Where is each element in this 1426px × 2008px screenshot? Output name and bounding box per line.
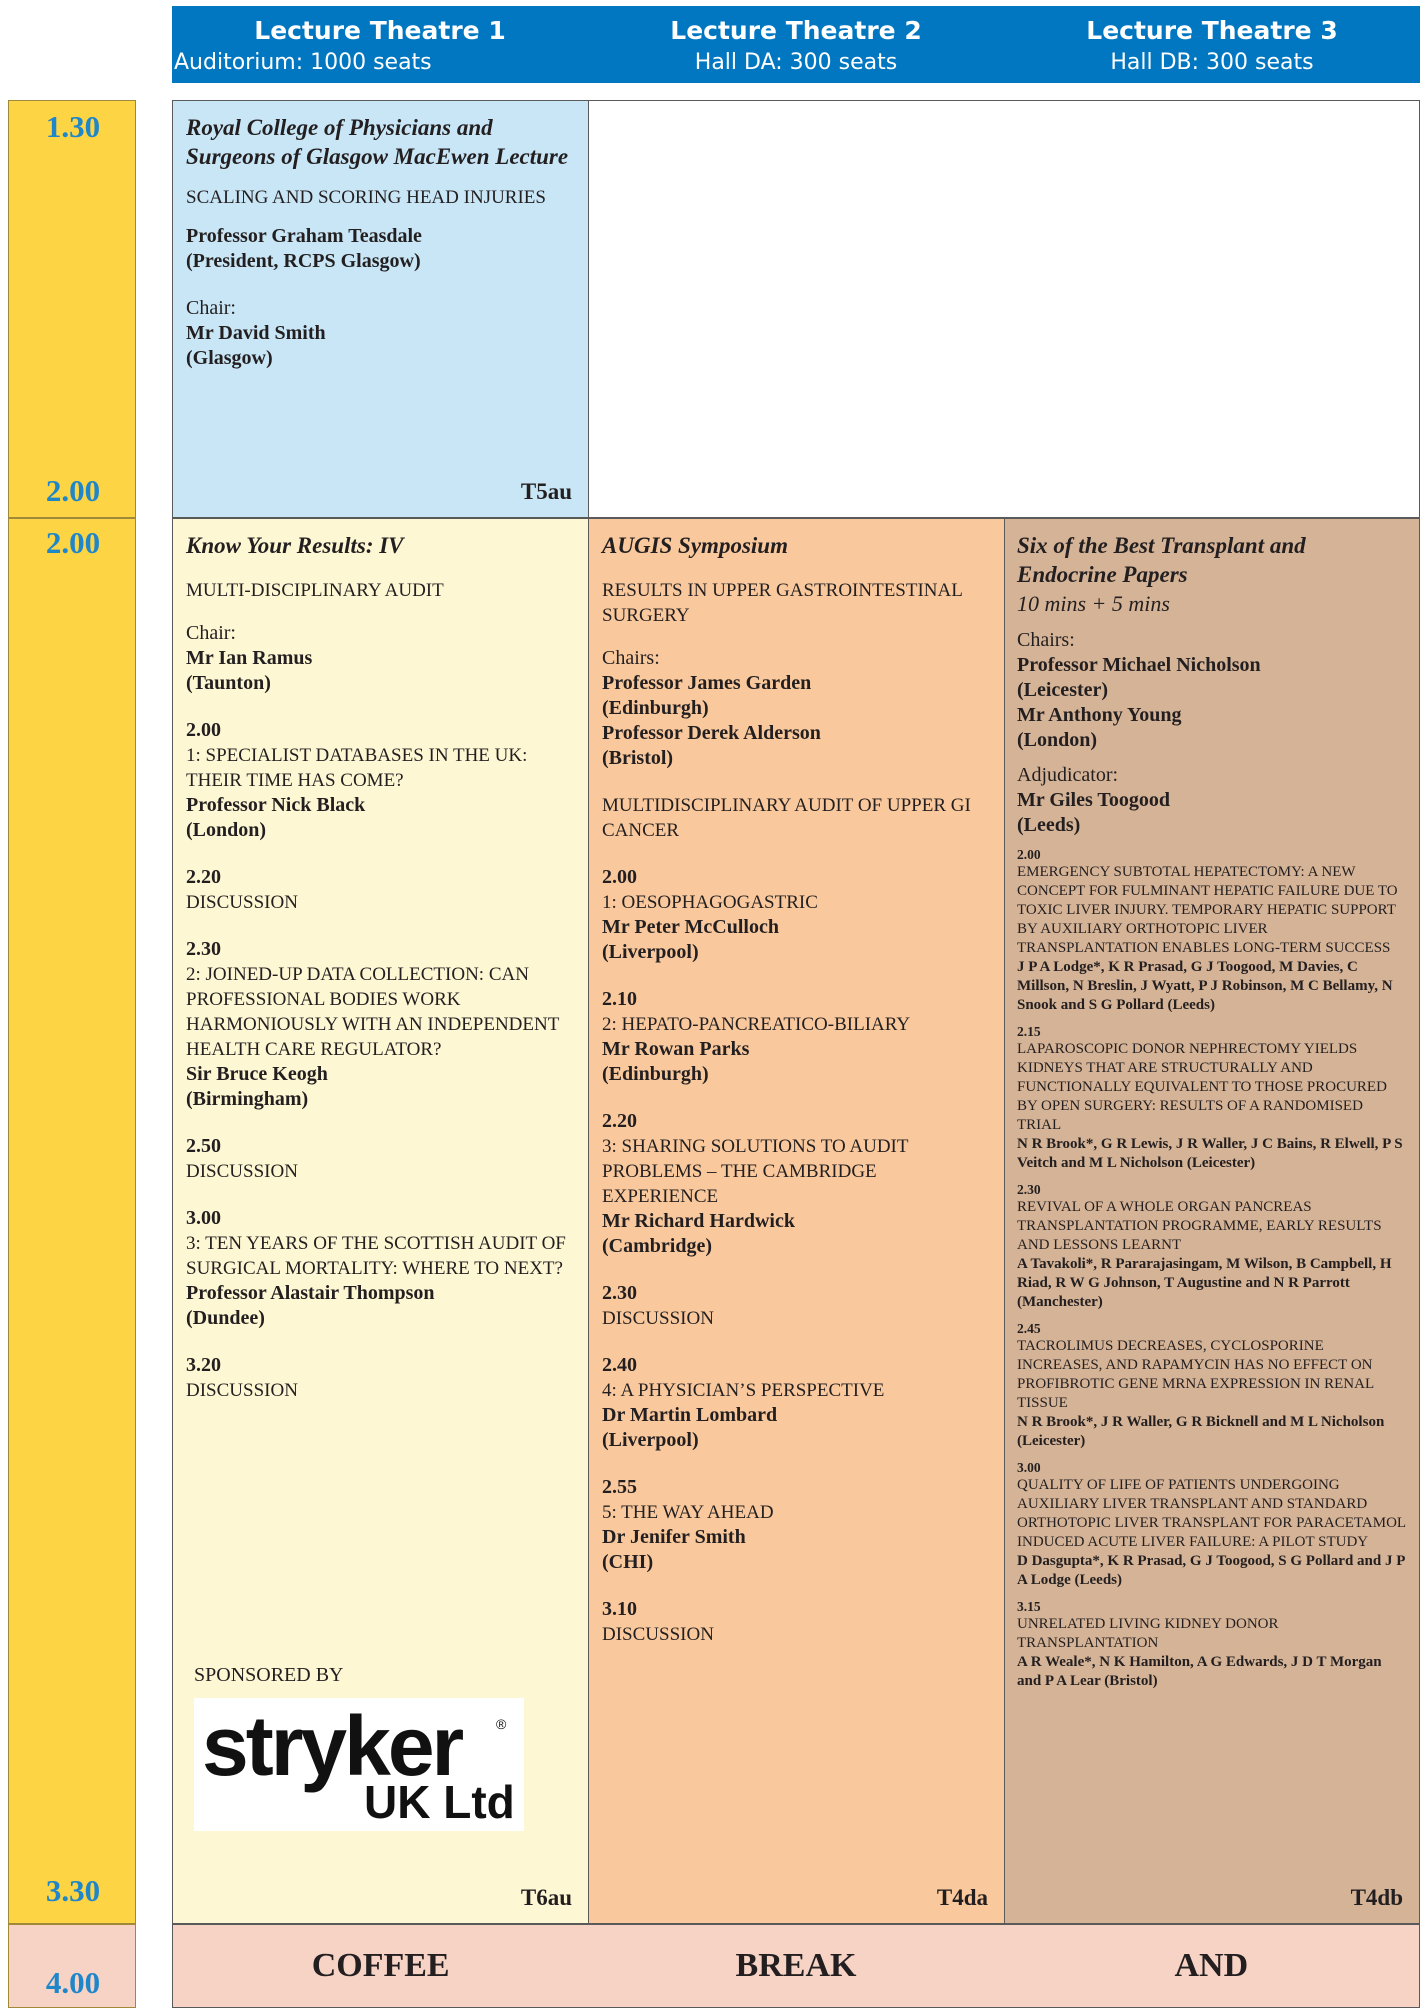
paper-title: TACROLIMUS DECREASES, CYCLOSPORINE INCREASES, AND RAPAMYCIN HAS NO EFFECT ON PROFIBROTIC GENE MRNA EXPRESSION IN RENAL TISSUE	[1017, 1338, 1374, 1411]
time-label: 2.00	[45, 525, 101, 560]
item-title: 4: A PHYSICIAN’S PERSPECTIVE	[602, 1380, 885, 1401]
chair-affiliation: (Bristol)	[602, 747, 674, 769]
session-title: Six of the Best Transplant and Endocrine Papers	[1017, 533, 1306, 587]
time-label: 4.00	[45, 1965, 101, 2000]
paper-authors: A R Weale*, N K Hamilton, A G Edwards, J D T Morgan and P A Lear (Bristol)	[1017, 1654, 1382, 1689]
header-lt3-subtitle: Hall DB: 300 seats	[1110, 50, 1314, 75]
chairs-label: Chairs:	[1017, 629, 1075, 651]
programme-item	[602, 1597, 991, 1647]
speaker-affiliation: (President, RCPS Glasgow)	[186, 250, 421, 272]
session-augis-symposium	[588, 518, 1005, 1924]
item-time: 2.40	[602, 1354, 637, 1376]
chairs-label: Chairs:	[602, 647, 660, 669]
sponsor-label: SPONSORED BY	[194, 1664, 344, 1686]
time-label: 1.30	[45, 109, 101, 144]
programme-item	[602, 865, 991, 965]
chair-name: Mr Anthony Young	[1017, 704, 1182, 726]
item-affiliation: (Liverpool)	[602, 1429, 699, 1451]
registered-mark: ®	[496, 1716, 507, 1732]
item-affiliation: (CHI)	[602, 1551, 654, 1573]
time-block-1	[8, 100, 136, 518]
adjudicator-affiliation: (Leeds)	[1017, 814, 1081, 836]
paper-title: QUALITY OF LIFE OF PATIENTS UNDERGOING AUXILIARY LIVER TRANSPLANT AND STANDARD ORTHOTOPIC LIVER TRANSPLANT FOR PARACETAMOL INDUCED ACUTE LIVER FAILURE: A PILOT STUDY	[1017, 1477, 1406, 1550]
chair-name: Professor Derek Alderson	[602, 722, 821, 744]
item-speaker: Sir Bruce Keogh	[186, 1063, 328, 1085]
paper-title: EMERGENCY SUBTOTAL HEPATECTOMY: A NEW CONCEPT FOR FULMINANT HEPATIC FAILURE DUE TO TOXIC LIVER INJURY. TEMPORARY HEPATIC SUPPORT BY AUXILIARY ORTHOTOPIC LIVER TRANSPLANTATION ENABLES LONG-TERM SUCCESS	[1017, 864, 1398, 956]
item-speaker: Professor Nick Black	[186, 794, 366, 816]
programme-item	[186, 718, 575, 843]
session-code: T6au	[520, 1885, 572, 1910]
break-word: COFFEE	[311, 1947, 450, 1984]
programme-item	[186, 937, 575, 1112]
programme-item	[602, 1281, 991, 1331]
item-title: 3: SHARING SOLUTIONS TO AUDIT PROBLEMS – THE CAMBRIDGE EXPERIENCE	[602, 1136, 909, 1207]
item-time: 2.00	[602, 866, 637, 888]
item-time: 3.20	[186, 1354, 221, 1376]
item-time: 2.55	[602, 1476, 637, 1498]
paper-authors: A Tavakoli*, R Pararajasingam, M Wilson, B Campbell, H Riad, R W G Johnson, T Augustine and N R Parrott (Manchester)	[1017, 1256, 1392, 1310]
item-time: 2.30	[186, 938, 221, 960]
paper-item	[1017, 1181, 1407, 1312]
paper-item	[1017, 1598, 1407, 1691]
paper-authors: D Dasgupta*, K R Prasad, G J Toogood, S G Pollard and J P A Lodge (Leeds)	[1017, 1553, 1405, 1588]
item-time: 3.10	[602, 1598, 637, 1620]
session-six-of-the-best	[1004, 518, 1420, 1924]
adjudicator-name: Mr Giles Toogood	[1017, 789, 1170, 811]
header-lt3	[1004, 6, 1420, 83]
item-title: 1: OESOPHAGOGASTRIC	[602, 892, 818, 913]
paper-authors: J P A Lodge*, K R Prasad, G J Toogood, M Davies, C Millson, N Breslin, J Wyatt, P J Robinson, M C Bellamy, N Snook and S G Pollard (Leeds)	[1017, 959, 1393, 1013]
speaker-name: Professor Graham Teasdale	[186, 225, 422, 247]
chair-name: Professor James Garden	[602, 672, 812, 694]
session-title: Know Your Results: IV	[186, 533, 404, 558]
programme-item	[602, 1353, 991, 1453]
paper-time: 2.45	[1017, 1321, 1041, 1336]
item-affiliation: (Cambridge)	[602, 1235, 712, 1257]
chair-affiliation: (Leicester)	[1017, 679, 1109, 701]
header-lt1	[172, 6, 588, 83]
header-lt1-title: Lecture Theatre 1	[254, 16, 506, 45]
chair-affiliation: (London)	[1017, 729, 1098, 751]
paper-title: REVIVAL OF A WHOLE ORGAN PANCREAS TRANSPLANTATION PROGRAMME, EARLY RESULTS AND LESSONS LEARNT	[1017, 1199, 1382, 1253]
programme-item	[186, 1134, 575, 1184]
item-speaker: Mr Rowan Parks	[602, 1038, 750, 1060]
paper-time: 3.15	[1017, 1599, 1041, 1614]
header-lt1-subtitle: Auditorium: 1000 seats	[174, 50, 432, 75]
break-word: AND	[1174, 1947, 1249, 1984]
item-speaker: Dr Martin Lombard	[602, 1404, 778, 1426]
paper-item	[1017, 1320, 1407, 1451]
paper-item	[1017, 846, 1407, 1015]
header-lt3-title: Lecture Theatre 3	[1086, 16, 1338, 45]
item-affiliation: (London)	[186, 819, 267, 841]
item-time: 2.50	[186, 1135, 221, 1157]
time-label: 3.30	[45, 1873, 101, 1908]
header-lt2	[588, 6, 1004, 83]
empty-slot	[588, 100, 1420, 518]
item-title: DISCUSSION	[186, 892, 298, 913]
chair-affiliation: (Glasgow)	[186, 347, 273, 369]
paper-time: 3.00	[1017, 1460, 1041, 1475]
item-time: 2.30	[602, 1282, 637, 1304]
programme-item	[186, 1353, 575, 1403]
time-block-3	[8, 1924, 136, 2008]
time-block-2	[8, 518, 136, 1924]
theatre-header	[172, 6, 1420, 83]
item-time: 2.00	[186, 719, 221, 741]
item-affiliation: (Birmingham)	[186, 1088, 309, 1110]
item-speaker: Mr Peter McCulloch	[602, 916, 779, 938]
paper-time: 2.00	[1017, 847, 1041, 862]
item-title: DISCUSSION	[602, 1624, 714, 1645]
session-topic: MULTI-DISCIPLINARY AUDIT	[186, 580, 444, 601]
paper-authors: N R Brook*, J R Waller, G R Bicknell and M L Nicholson (Leicester)	[1017, 1414, 1385, 1449]
item-speaker: Dr Jenifer Smith	[602, 1526, 746, 1548]
chair-affiliation: (Edinburgh)	[602, 697, 709, 719]
header-lt2-title: Lecture Theatre 2	[670, 16, 922, 45]
programme-item	[186, 1206, 575, 1331]
item-time: 2.20	[186, 866, 221, 888]
header-lt2-subtitle: Hall DA: 300 seats	[694, 50, 898, 75]
item-time: 2.10	[602, 988, 637, 1010]
chair-affiliation: (Taunton)	[186, 672, 271, 694]
item-affiliation: (Dundee)	[186, 1307, 265, 1329]
item-title: 1: SPECIALIST DATABASES IN THE UK: THEIR TIME HAS COME?	[186, 745, 528, 791]
chair-label: Chair:	[186, 297, 236, 319]
programme-item	[602, 987, 991, 1087]
logo-wordmark: stryker	[202, 1699, 462, 1793]
programme-item	[186, 865, 575, 915]
item-time: 3.00	[186, 1207, 221, 1229]
item-affiliation: (Edinburgh)	[602, 1063, 709, 1085]
session-code: T5au	[520, 479, 572, 504]
paper-time: 2.30	[1017, 1182, 1041, 1197]
item-speaker: Professor Alastair Thompson	[186, 1282, 435, 1304]
session-topic: SCALING AND SCORING HEAD INJURIES	[186, 187, 546, 208]
session-code: T4db	[1350, 1885, 1403, 1910]
paper-title: UNRELATED LIVING KIDNEY DONOR TRANSPLANTATION	[1017, 1616, 1279, 1651]
paper-item	[1017, 1459, 1407, 1590]
paper-time: 2.15	[1017, 1024, 1041, 1039]
item-time: 2.20	[602, 1110, 637, 1132]
session-title: Royal College of Physicians and Surgeons of Glasgow MacEwen Lecture	[186, 115, 569, 169]
item-title: 2: HEPATO-PANCREATICO-BILIARY	[602, 1014, 911, 1035]
chair-label: Chair:	[186, 622, 236, 644]
chair-name: Professor Michael Nicholson	[1017, 654, 1261, 676]
item-title: 5: THE WAY AHEAD	[602, 1502, 774, 1523]
item-affiliation: (Liverpool)	[602, 941, 699, 963]
paper-item	[1017, 1023, 1407, 1173]
session-subtopic: MULTIDISCIPLINARY AUDIT OF UPPER GI CANCER	[602, 795, 971, 841]
session-subtitle: 10 mins + 5 mins	[1017, 591, 1170, 616]
logo-subtitle: UK Ltd	[364, 1776, 515, 1828]
programme-item	[602, 1475, 991, 1575]
paper-authors: N R Brook*, G R Lewis, J R Waller, J C Bains, R Elwell, P S Veitch and M L Nicholson (Leicester)	[1017, 1136, 1403, 1171]
adjudicator-label: Adjudicator:	[1017, 764, 1119, 786]
session-topic: RESULTS IN UPPER GASTROINTESTINAL SURGERY	[602, 580, 963, 626]
session-macewen-lecture	[172, 100, 589, 518]
coffee-break-row	[172, 1924, 1420, 2008]
chair-name: Mr Ian Ramus	[186, 647, 313, 669]
time-label: 2.00	[45, 473, 101, 508]
stryker-logo	[194, 1698, 524, 1831]
item-title: 2: JOINED-UP DATA COLLECTION: CAN PROFESSIONAL BODIES WORK HARMONIOUSLY WITH AN INDEPENDENT HEALTH CARE REGULATOR?	[186, 964, 559, 1060]
item-speaker: Mr Richard Hardwick	[602, 1210, 795, 1232]
chair-name: Mr David Smith	[186, 322, 326, 344]
item-title: 3: TEN YEARS OF THE SCOTTISH AUDIT OF SURGICAL MORTALITY: WHERE TO NEXT?	[186, 1233, 566, 1279]
paper-title: LAPAROSCOPIC DONOR NEPHRECTOMY YIELDS KIDNEYS THAT ARE STRUCTURALLY AND FUNCTIONALLY EQUIVALENT TO THOSE PROCURED BY OPEN SURGERY: RESULTS OF A RANDOMISED TRIAL	[1017, 1041, 1387, 1133]
item-title: DISCUSSION	[602, 1308, 714, 1329]
break-word: BREAK	[735, 1947, 857, 1984]
session-title: AUGIS Symposium	[602, 533, 788, 558]
item-title: DISCUSSION	[186, 1380, 298, 1401]
session-code: T4da	[936, 1885, 988, 1910]
item-title: DISCUSSION	[186, 1161, 298, 1182]
programme-item	[602, 1109, 991, 1259]
